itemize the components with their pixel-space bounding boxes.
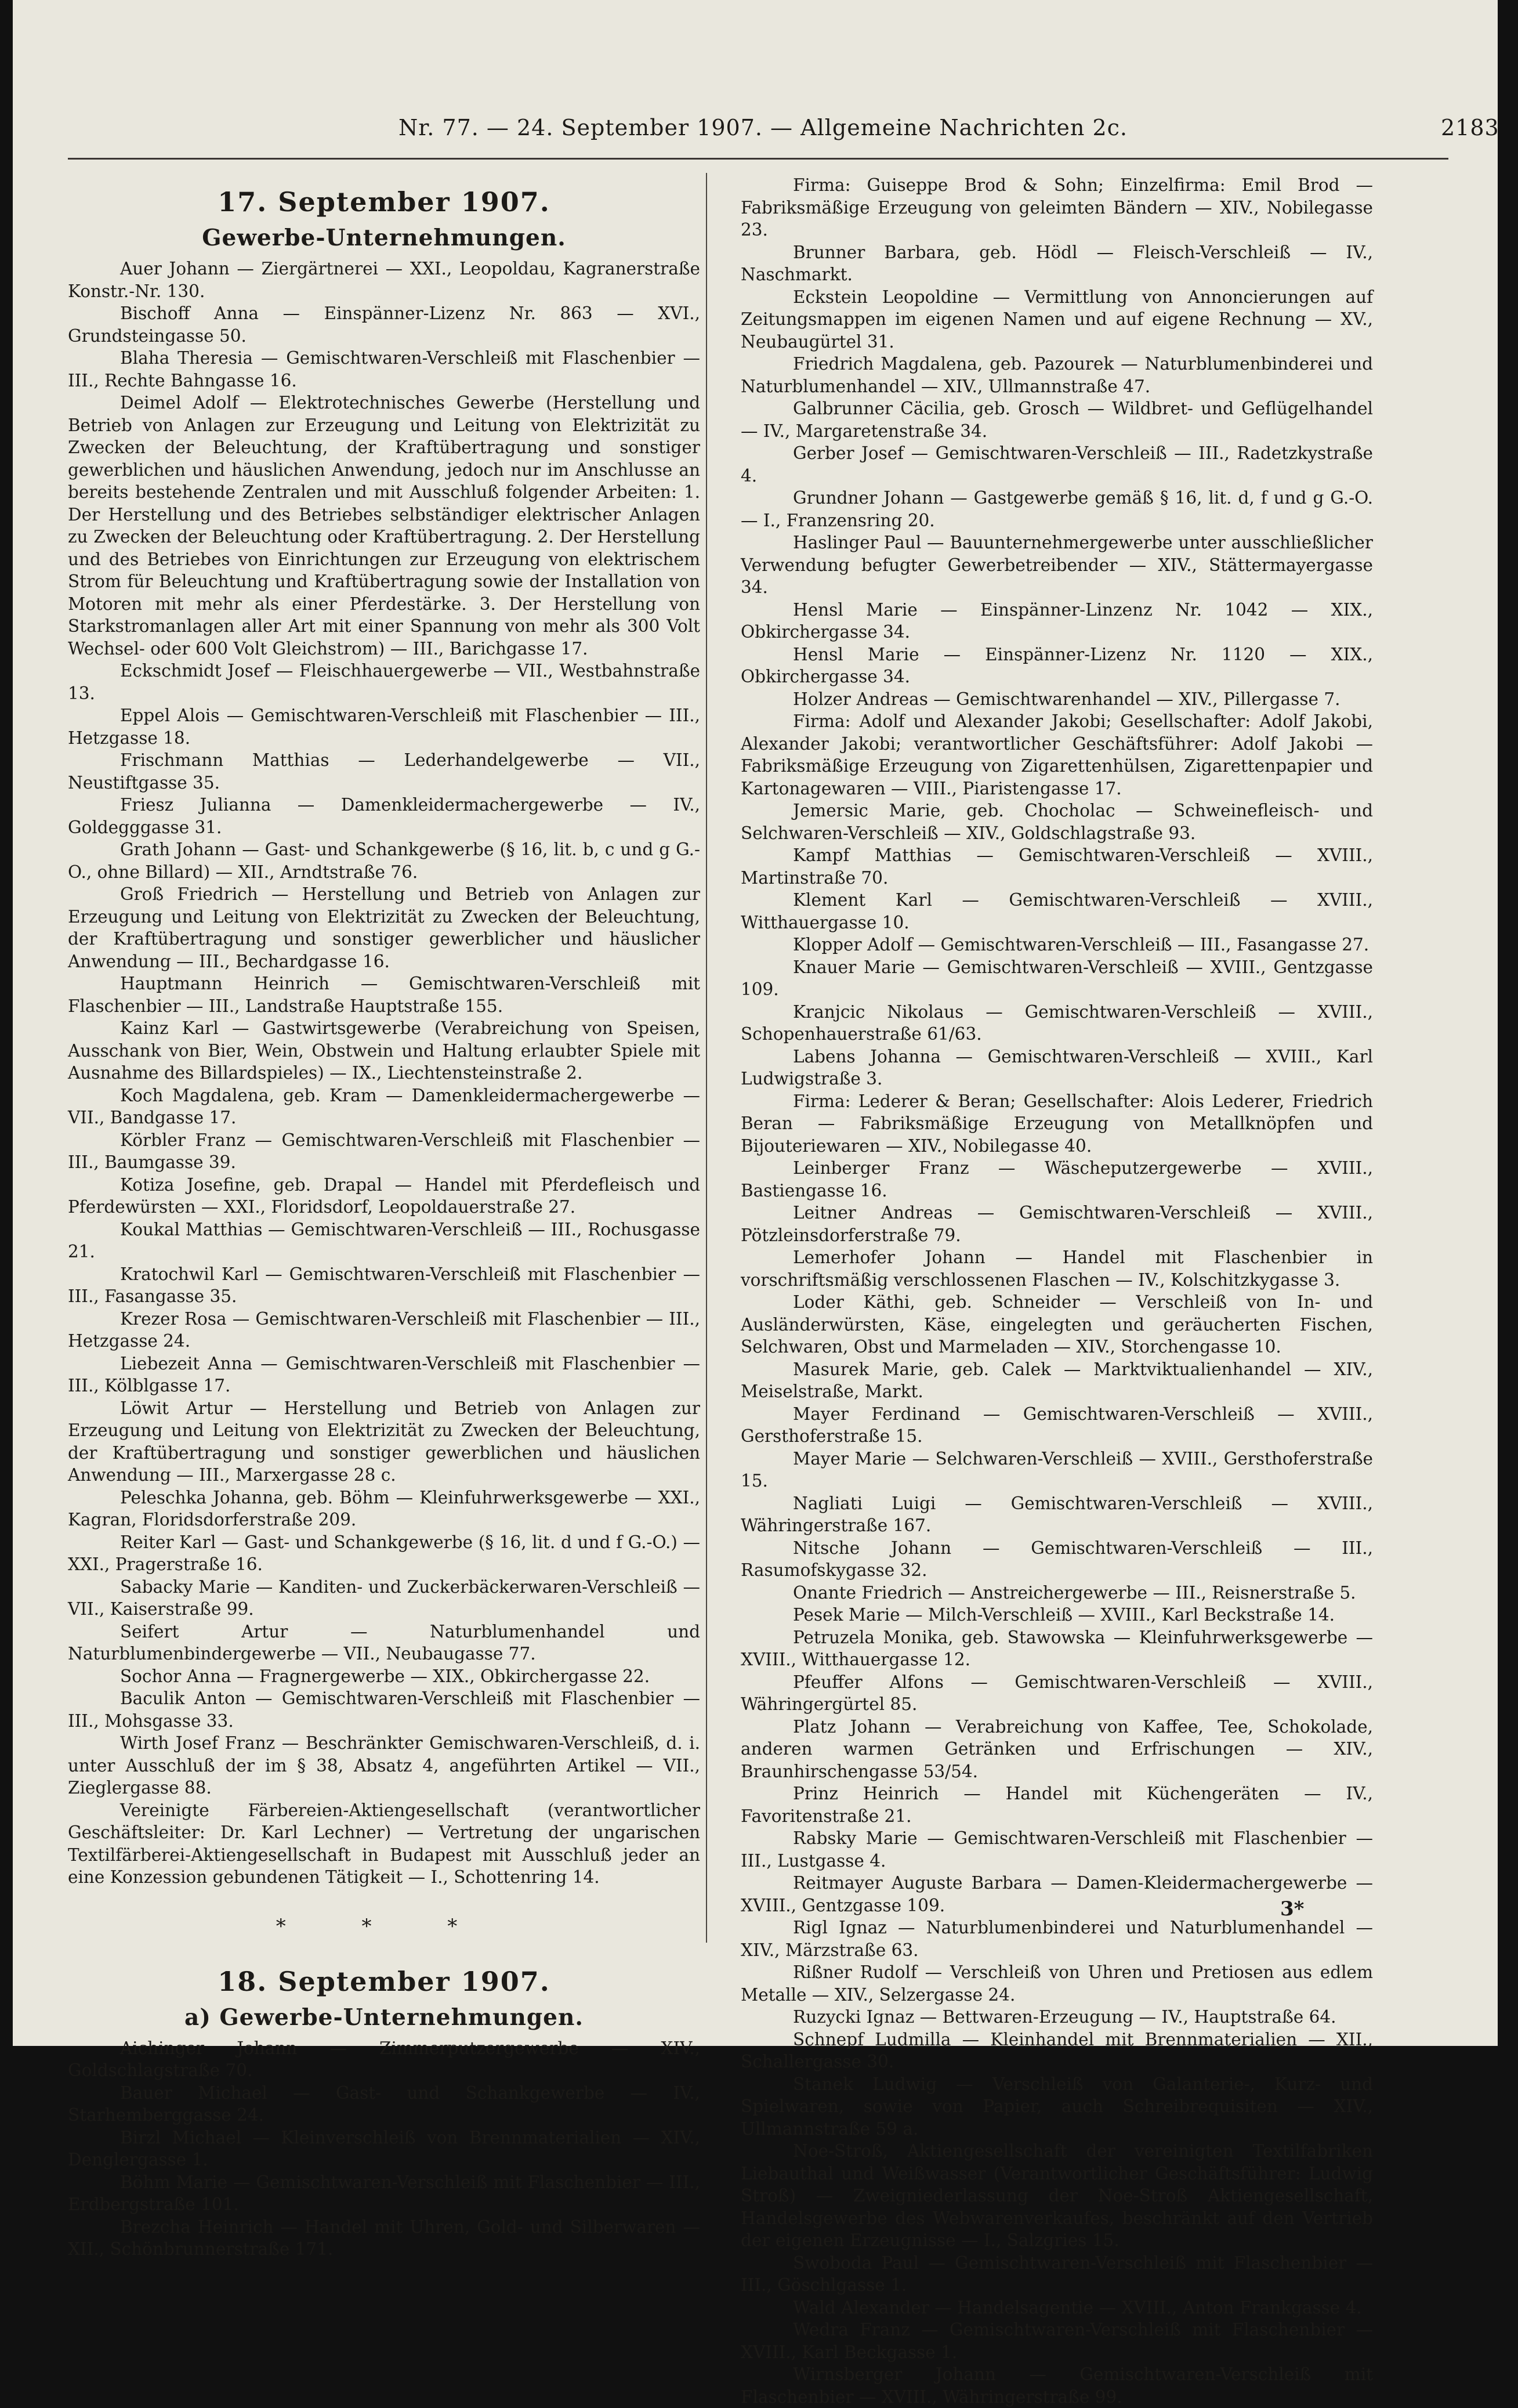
- list-item: Klopper Adolf — Gemischtwaren-Verschleiß — III., Fasangasse 27.: [793, 935, 1370, 954]
- list-item: Aichinger Johann — Zimmerputzergewerbe — XIV., Goldschlagstraße 70.: [68, 2038, 700, 2080]
- list-item: Hensl Marie — Einspänner-Lizenz Nr. 1120 — XIX., Obkirchergasse 34.: [741, 644, 1373, 686]
- list-item: Bischoff Anna — Einspänner-Lizenz Nr. 863 — XVI., Grundsteingasse 50.: [68, 303, 700, 346]
- list-item: Nagliati Luigi — Gemischtwaren-Verschleiß — XVIII., Währingerstraße 167.: [741, 1493, 1373, 1535]
- list-item: Firma: Adolf und Alexander Jakobi; Gesellschafter: Adolf Jakobi, Alexander Jakobi; verantwortlicher Geschäftsführer: Adolf Jakobi — Fabriksmäßige Erzeugung von Zigarettenhülsen, Zigarettenpapier und Kartonagewaren — VIII., Piaristengasse 17.: [741, 711, 1373, 798]
- list-item: Onante Friedrich — Anstreichergewerbe — III., Reisnerstraße 5.: [793, 1582, 1356, 1603]
- list-item: Lemerhofer Johann — Handel mit Flaschenbier in vorschriftsmäßig verschlossenen Flaschen — IV., Kolschitzkygasse 3.: [741, 1248, 1373, 1290]
- list-item: Schnepf Ludmilla — Kleinhandel mit Brennmaterialien — XII., Schallergasse 30.: [741, 2029, 1373, 2071]
- list-item: Mayer Marie — Selchwaren-Verschleiß — XVIII., Gersthoferstraße 15.: [741, 1448, 1373, 1491]
- list-item: Kotiza Josefine, geb. Drapal — Handel mit Pferdefleisch und Pferdewürsten — XXI., Floridsdorf, Leopoldauerstraße 27.: [68, 1174, 700, 1217]
- entry-list-17-sep: [68, 258, 700, 1889]
- entry-list-continued: [741, 174, 1373, 2408]
- list-item: Brezcha Heinrich — Handel mit Uhren, Gold- und Silberwaren — XII., Schönbrunnerstraße 171.: [68, 2217, 700, 2259]
- column-divider: [706, 173, 707, 1943]
- list-item: Friedrich Magdalena, geb. Pazourek — Naturblumenbinderei und Naturblumenhandel — XIV., Ullmannstraße 47.: [741, 354, 1373, 396]
- list-item: Rabsky Marie — Gemischtwaren-Verschleiß mit Flaschenbier — III., Lustgasse 4.: [741, 1828, 1373, 1871]
- left-column: [68, 174, 700, 2261]
- list-item: Eppel Alois — Gemischtwaren-Verschleiß mit Flaschenbier — III., Hetzgasse 18.: [68, 706, 700, 748]
- header-title: Nr. 77. — 24. September 1907. — Allgemeine Nachrichten 2c.: [398, 115, 1128, 140]
- list-item: Kratochwil Karl — Gemischtwaren-Verschleiß mit Flaschenbier — III., Fasangasse 35.: [68, 1264, 700, 1306]
- list-item: Eckschmidt Josef — Fleischhauergewerbe — VII., Westbahnstraße 13.: [68, 661, 700, 703]
- signature-mark: 3*: [1280, 1897, 1305, 1921]
- list-item: Mayer Ferdinand — Gemischtwaren-Verschleiß — XVIII., Gersthoferstraße 15.: [741, 1404, 1373, 1446]
- list-item: Grath Johann — Gast- und Schankgewerbe (§ 16, lit. b, c und g G.-O., ohne Billard) — XII., Arndtstraße 76.: [68, 840, 700, 882]
- list-item: Stanek Ludwig — Verschleiß von Galanterie-, Kurz- und Spielwaren, sowie von Papier, auch Schreibrequisiten — XIV., Ullmannstraße 59 a.: [741, 2074, 1373, 2139]
- list-item: Firma: Guiseppe Brod & Sohn; Einzelfirma: Emil Brod — Fabriksmäßige Erzeugung von geleimten Bändern — XIV., Nobilegasse 23.: [741, 175, 1373, 240]
- list-item: Koukal Matthias — Gemischtwaren-Verschleiß — III., Rochusgasse 21.: [68, 1219, 700, 1261]
- list-item: Pesek Marie — Milch-Verschleiß — XVIII., Karl Beckstraße 14.: [793, 1605, 1335, 1625]
- list-item: Klement Karl — Gemischtwaren-Verschleiß — XVIII., Witthauergasse 10.: [741, 890, 1373, 932]
- list-item: Reitmayer Auguste Barbara — Damen-Kleidermachergewerbe — XVIII., Gentzgasse 109.: [741, 1873, 1373, 1915]
- list-item: Grundner Johann — Gastgewerbe gemäß § 16, lit. d, f und g G.-O. — I., Franzensring 20.: [741, 488, 1373, 530]
- section-separator-stars: * * *: [276, 1914, 492, 1938]
- list-item: Prinz Heinrich — Handel mit Küchengeräten — IV., Favoritenstraße 21.: [741, 1784, 1373, 1826]
- list-item: Blaha Theresia — Gemischtwaren-Verschleiß mit Flaschenbier — III., Rechte Bahngasse 16.: [68, 348, 700, 391]
- date-heading-17-sep: 17. September 1907.: [218, 186, 550, 218]
- list-item: Ruzycki Ignaz — Bettwaren-Erzeugung — IV., Hauptstraße 64.: [793, 2007, 1336, 2027]
- list-item: Sochor Anna — Fragnergewerbe — XIX., Obkirchergasse 22.: [120, 1666, 650, 1686]
- list-item: Rißner Rudolf — Verschleiß von Uhren und Pretiosen aus edlem Metalle — XIV., Selzergasse 24.: [741, 1962, 1373, 2005]
- list-item: Nitsche Johann — Gemischtwaren-Verschleiß — III., Rasumofskygasse 32.: [741, 1538, 1373, 1580]
- list-item: Vereinigte Färbereien-Aktiengesellschaft (verantwortlicher Geschäftsleiter: Dr. Karl Lechner) — Vertretung der ungarischen Textilfärberei-Aktiengesellschaft in Budapest mit Ausschluß jeder an eine Konzession gebundenen Tätigkeit — I., Schottenring 14.: [68, 1800, 700, 1887]
- list-item: Liebezeit Anna — Gemischtwaren-Verschleiß mit Flaschenbier — III., Kölblgasse 17.: [68, 1353, 700, 1395]
- list-item: Kranjcic Nikolaus — Gemischtwaren-Verschleiß — XVIII., Schopenhauerstraße 61/63.: [741, 1001, 1373, 1044]
- list-item: Hauptmann Heinrich — Gemischtwaren-Verschleiß mit Flaschenbier — III., Landstraße Hauptstraße 155.: [68, 974, 700, 1016]
- list-item: Knauer Marie — Gemischtwaren-Verschleiß — XVIII., Gentzgasse 109.: [741, 957, 1373, 999]
- list-item: Haslinger Paul — Bauunternehmergewerbe unter ausschließlicher Verwendung befugter Gewerbetreibender — XIV., Stättermayergasse 34.: [741, 533, 1373, 597]
- list-item: Hensl Marie — Einspänner-Linzenz Nr. 1042 — XIX., Obkirchergasse 34.: [741, 599, 1373, 642]
- list-item: Körbler Franz — Gemischtwaren-Verschleiß mit Flaschenbier — III., Baumgasse 39.: [68, 1130, 700, 1172]
- list-item: Galbrunner Cäcilia, geb. Grosch — Wildbret- und Geflügelhandel — IV., Margaretenstraße 34.: [741, 399, 1373, 441]
- list-item: Koch Magdalena, geb. Kram — Damenkleidermachergewerbe — VII., Bandgasse 17.: [68, 1085, 700, 1127]
- list-item: Wirth Josef Franz — Beschränkter Gemischwaren-Verschleiß, d. i. unter Ausschluß der im § 38, Absatz 4, angeführten Artikel — VII., Zieglergasse 88.: [68, 1733, 700, 1798]
- right-column: [741, 174, 1373, 2408]
- header-rule: [68, 158, 1448, 160]
- page-number: 2183: [1441, 115, 1499, 140]
- list-item: Reiter Karl — Gast- und Schankgewerbe (§ 16, lit. d und f G.-O.) — XXI., Pragerstraße 16.: [68, 1532, 700, 1574]
- list-item: Noe-Stroß, Aktiengesellschaft der vereinigten Textilfabriken Liebauthal und Weißwasser (Verantwortlicher Geschäftsführer: Ludwig Stroß) — Zweigniederlassung der Noe-Stroß Aktiengesellschaft, Handelsgewerbe des Webwarenverkaufes, beschränkt auf den Vertrieb der eigenen Erzeugnisse — I., Salzgries 15.: [741, 2141, 1373, 2250]
- list-item: Swoboda Paul — Gemischtwaren-Verschleiß mit Flaschenbier — III., Göschlgasse 1.: [741, 2252, 1373, 2295]
- list-item: Labens Johanna — Gemischtwaren-Verschleiß — XVIII., Karl Ludwigstraße 3.: [741, 1046, 1373, 1089]
- list-item: Krezer Rosa — Gemischtwaren-Verschleiß mit Flaschenbier — III., Hetzgasse 24.: [68, 1308, 700, 1351]
- list-item: Loder Käthi, geb. Schneider — Verschleiß von In- und Ausländerwürsten, Käse, eingelegten und geräucherten Fischen, Selchwaren, Obst und Marmeladen — XIV., Storchengasse 10.: [741, 1292, 1373, 1357]
- list-item: Wirnsberger Johann — Gemischtwaren-Verschleiß mit Flaschenbier — XVIII., Währingerstraße 99.: [741, 2364, 1373, 2407]
- list-item: Wald Alexander — Handelsagentie — XVIII., Anton Frankgasse 4.: [793, 2297, 1362, 2317]
- list-item: Pfeuffer Alfons — Gemischtwaren-Verschleiß — XVIII., Währingergürtel 85.: [741, 1672, 1373, 1714]
- list-item: Wedra Franz — Gemischtwaren-Verschleiß mit Flaschenbier — XVIII., Karl Beckgasse 1.: [741, 2320, 1373, 2362]
- entry-list-18-sep: [68, 2037, 700, 2261]
- list-item: Gerber Josef — Gemischtwaren-Verschleiß — III., Radetzkystraße 4.: [741, 443, 1373, 486]
- list-item: Leinberger Franz — Wäscheputzergewerbe — XVIII., Bastiengasse 16.: [741, 1158, 1373, 1201]
- list-item: Friesz Julianna — Damenkleidermachergewerbe — IV., Goldegggasse 31.: [68, 795, 700, 837]
- list-item: Frischmann Matthias — Lederhandelgewerbe — VII., Neustiftgasse 35.: [68, 750, 700, 793]
- list-item: Kampf Matthias — Gemischtwaren-Verschleiß — XVIII., Martinstraße 70.: [741, 845, 1373, 888]
- list-item: Masurek Marie, geb. Calek — Marktviktualienhandel — XIV., Meiselstraße, Markt.: [741, 1359, 1373, 1401]
- list-item: Kainz Karl — Gastwirtsgewerbe (Verabreichung von Speisen, Ausschank von Bier, Wein, Obstwein und Haltung erlaubter Spiele mit Ausnahme des Billardspieles) — IX., Liechtensteinstraße 2.: [68, 1018, 700, 1083]
- list-item: Groß Friedrich — Herstellung und Betrieb von Anlagen zur Erzeugung und Leitung von Elektrizität zu Zwecken der Beleuchtung, der Kraftübertragung und sonstiger gewerblicher und häuslicher Anwendung — III., Bechardgasse 16.: [68, 884, 700, 971]
- newspaper-page: [13, 0, 1499, 2407]
- list-item: Löwit Artur — Herstellung und Betrieb von Anlagen zur Erzeugung und Leitung von Elektrizität zu Zwecken der Beleuchtung, der Kraftübertragung und sonstiger gewerblichen und häuslichen Anwendung — III., Marxergasse 28 c.: [68, 1398, 700, 1485]
- list-item: Rigl Ignaz — Naturblumenbinderei und Naturblumenhandel — XIV., Märzstraße 63.: [741, 1918, 1373, 1960]
- list-item: Deimel Adolf — Elektrotechnisches Gewerbe (Herstellung und Betrieb von Anlagen zur Erzeugung und Leitung von Elektrizität zu Zwecken der Beleuchtung, der Kraftübertragung und sonstiger gewerblichen und häuslichen Anwendung, jedoch nur im Anschlusse an bereits bestehende Zentralen und mit Ausschluß folgender Arbeiten: 1. Der Herstellung und des Betriebes selbständiger elektrischer Anlagen zu Zwecken der Beleuchtung oder Kraftübertragung. 2. Der Herstellung und des Betriebes von Einrichtungen zur Erzeugung von elektrischem Strom für Beleuchtung und Kraftübertragung sowie der Installation von Motoren mit mehr als einer Pferdestärke. 3. Der Herstellung von Starkstromanlagen aller Art mit einer Spannung von mehr als 300 Volt Wechsel- oder 600 Volt Gleichstrom) — III., Barichgasse 17.: [68, 393, 700, 659]
- list-item: Seifert Artur — Naturblumenhandel und Naturblumenbindergewerbe — VII., Neubaugasse 77.: [68, 1621, 700, 1664]
- list-item: Jemersic Marie, geb. Chocholac — Schweinefleisch- und Selchwaren-Verschleiß — XIV., Goldschlagstraße 93.: [741, 801, 1373, 843]
- list-item: Böhm Marie — Gemischtwaren-Verschleiß mit Flaschenbier — III., Erdbergstraße 101.: [68, 2172, 700, 2214]
- list-item: Brunner Barbara, geb. Hödl — Fleisch-Verschleiß — IV., Naschmarkt.: [741, 242, 1373, 284]
- list-item: Peleschka Johanna, geb. Böhm — Kleinfuhrwerksgewerbe — XXI., Kagran, Floridsdorferstraße 209.: [68, 1487, 700, 1530]
- list-item: Petruzela Monika, geb. Stawowska — Kleinfuhrwerksgewerbe — XVIII., Witthauergasse 12.: [741, 1627, 1373, 1669]
- list-item: Eckstein Leopoldine — Vermittlung von Annoncierungen auf Zeitungsmappen im eigenen Namen und auf eigene Rechnung — XV., Neubaugürtel 31.: [741, 287, 1373, 352]
- list-item: Leitner Andreas — Gemischtwaren-Verschleiß — XVIII., Pötzleinsdorferstraße 79.: [741, 1203, 1373, 1245]
- list-item: Auer Johann — Ziergärtnerei — XXI., Leopoldau, Kagranerstraße Konstr.-Nr. 130.: [68, 259, 700, 301]
- page-header: [13, 115, 1498, 145]
- date-heading-18-sep: 18. September 1907.: [218, 1965, 550, 1997]
- section-heading-gewerbe-a: a) Gewerbe-Unternehmungen.: [184, 2004, 584, 2031]
- list-item: Holzer Andreas — Gemischtwarenhandel — XIV., Pillergasse 7.: [793, 689, 1341, 709]
- list-item: Firma: Lederer & Beran; Gesellschafter: Alois Lederer, Friedrich Beran — Fabriksmäßige Erzeugung von Metallknöpfen und Bijouteriewaren — XIV., Nobilegasse 40.: [741, 1091, 1373, 1156]
- list-item: Baculik Anton — Gemischtwaren-Verschleiß mit Flaschenbier — III., Mohsgasse 33.: [68, 1689, 700, 1731]
- list-item: Sabacky Marie — Kanditen- und Zuckerbäckerwaren-Verschleiß — VII., Kaiserstraße 99.: [68, 1577, 700, 1619]
- list-item: Birzl Michael — Kleinverschleiß von Brennmaterialien — XIV., Denglergasse 1.: [68, 2127, 700, 2170]
- list-item: Bauer Michael — Gast- und Schankgewerbe — IV., Starhemberggasse 24.: [68, 2082, 700, 2125]
- list-item: Platz Johann — Verabreichung von Kaffee, Tee, Schokolade, anderen warmen Getränken und Erfrischungen — XIV., Braunhirschengasse 53/54.: [741, 1716, 1373, 1781]
- section-heading-gewerbe: Gewerbe-Unternehmungen.: [202, 225, 566, 251]
